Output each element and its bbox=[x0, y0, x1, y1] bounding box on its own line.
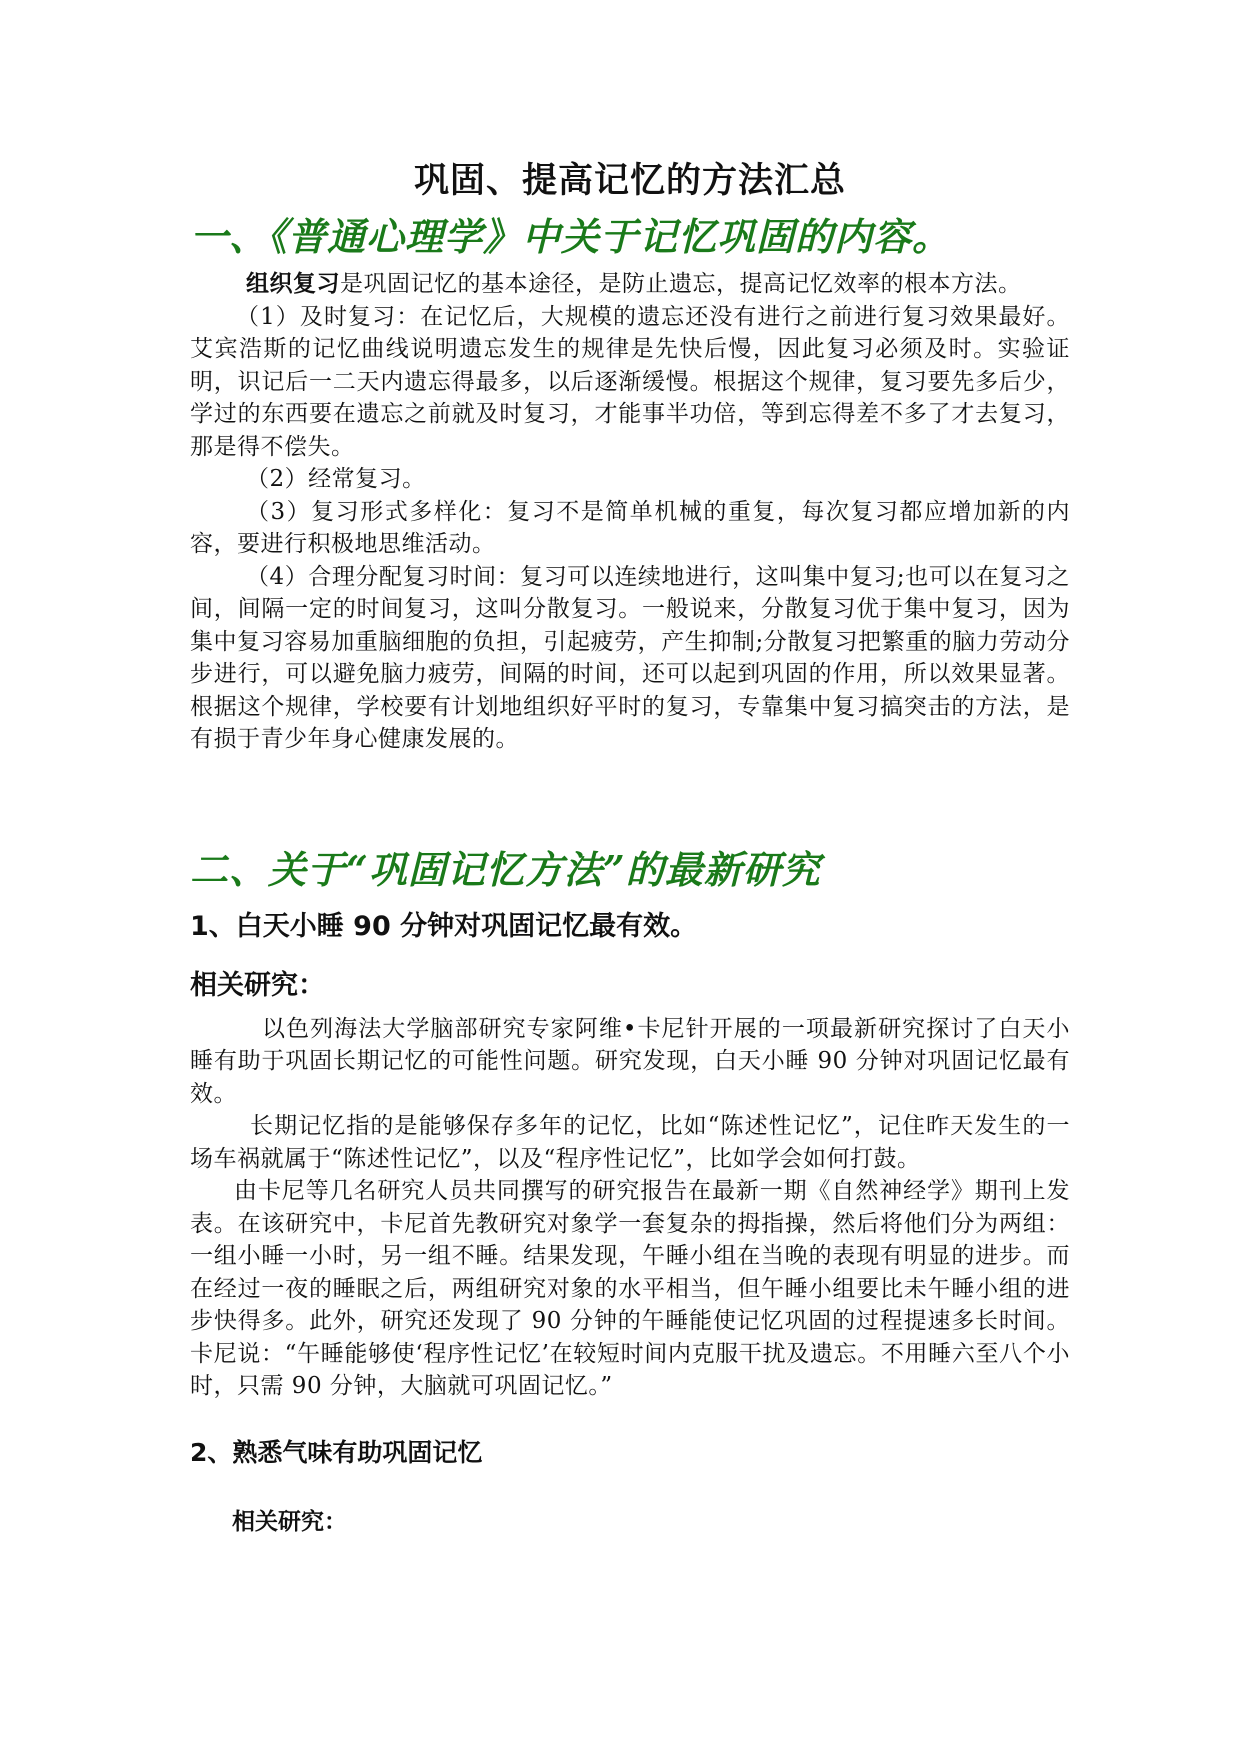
sub-2-related-label: 相关研究： bbox=[232, 1508, 347, 1535]
section-1-heading: 一、《普通心理学》中关于记忆巩固的内容。 bbox=[190, 214, 952, 259]
document-title: 巩固、提高记忆的方法汇总 bbox=[413, 161, 846, 201]
sub-1-paragraph-3: 由卡尼等几名研究人员共同撰写的研究报告在最新一期《自然神经学》期刊上发表。在该研究中，卡尼首先教研究对象学一套复杂的拇指操，然后将他们分为两组：一组小睡一小时，另一组不睡。结果发现，午睡小组在当晚的表现有明显的进步。而在经过一夜的睡眠之后，两组研究对象的水平相当，但午睡小组要比未午睡小组的进步快得多。此外，研究还发现了 90 分钟的午睡能使记忆巩固的过程提速多长时间。卡尼说：“午睡能够使‘程序性记忆’在较短时间内克服干扰及遗忘。不用睡六至八个小时，只需 90 分钟，大脑就可巩固记忆。” bbox=[190, 1178, 1070, 1399]
section-spacer bbox=[190, 756, 1070, 839]
section-2-sub-1-heading: 1、白天小睡 90 分钟对巩固记忆最有效。 bbox=[190, 910, 698, 942]
sub-1-paragraph-1: 以色列海法大学脑部研究专家阿维•卡尼针开展的一项最新研究探讨了白天小睡有助于巩固长期记忆的可能性问题。研究发现，白天小睡 90 分钟对巩固记忆最有效。 bbox=[190, 1015, 1070, 1107]
intro-bold-term: 组织复习 bbox=[246, 271, 340, 297]
section-1-item-3: （3）复习形式多样化：复习不是简单机械的重复，每次复习都应增加新的内容，要进行积极地思维活动。 bbox=[190, 498, 1070, 557]
sub-1-related-label: 相关研究： bbox=[190, 969, 325, 1001]
section-2-sub-2-heading: 2、熟悉气味有助巩固记忆 bbox=[190, 1437, 483, 1467]
section-1-item-4: （4）合理分配复习时间：复习可以连续地进行，这叫集中复习;也可以在复习之间，间隔一定的时间复习，这叫分散复习。一般说来，分散复习优于集中复习，因为集中复习容易加重脑细胞的负担，引起疲劳，产生抑制;分散复习把繁重的脑力劳动分步进行，可以避免脑力疲劳，间隔的时间，还可以起到巩固的作用，所以效果显著。根据这个规律，学校要有计划地组织好平时的复习，专靠集中复习搞突击的方法，是有损于青少年身心健康发展的。 bbox=[190, 563, 1070, 752]
section-2-heading: 二、关于“巩固记忆方法”的最新研究 bbox=[190, 846, 821, 892]
intro-text: 是巩固记忆的基本途径，是防止遗忘，提高记忆效率的根本方法。 bbox=[340, 271, 1022, 297]
section-1-item-1: （1）及时复习：在记忆后，大规模的遗忘还没有进行之前进行复习效果最好。艾宾浩斯的记忆曲线说明遗忘发生的规律是先快后慢，因此复习必须及时。实验证明，识记后一二天内遗忘得最多，以后逐渐缓慢。根据这个规律，复习要先多后少，学过的东西要在遗忘之前就及时复习，才能事半功倍，等到忘得差不多了才去复习，那是得不偿失。 bbox=[190, 303, 1070, 460]
sub-1-paragraph-2: 长期记忆指的是能够保存多年的记忆，比如“陈述性记忆”，记住昨天发生的一场车祸就属于“陈述性记忆”，以及“程序性记忆”，比如学会如何打鼓。 bbox=[190, 1113, 1070, 1172]
document-page bbox=[190, 150, 1070, 1539]
section-1-item-2: （2）经常复习。 bbox=[246, 466, 426, 492]
section-1-intro bbox=[190, 268, 1070, 301]
